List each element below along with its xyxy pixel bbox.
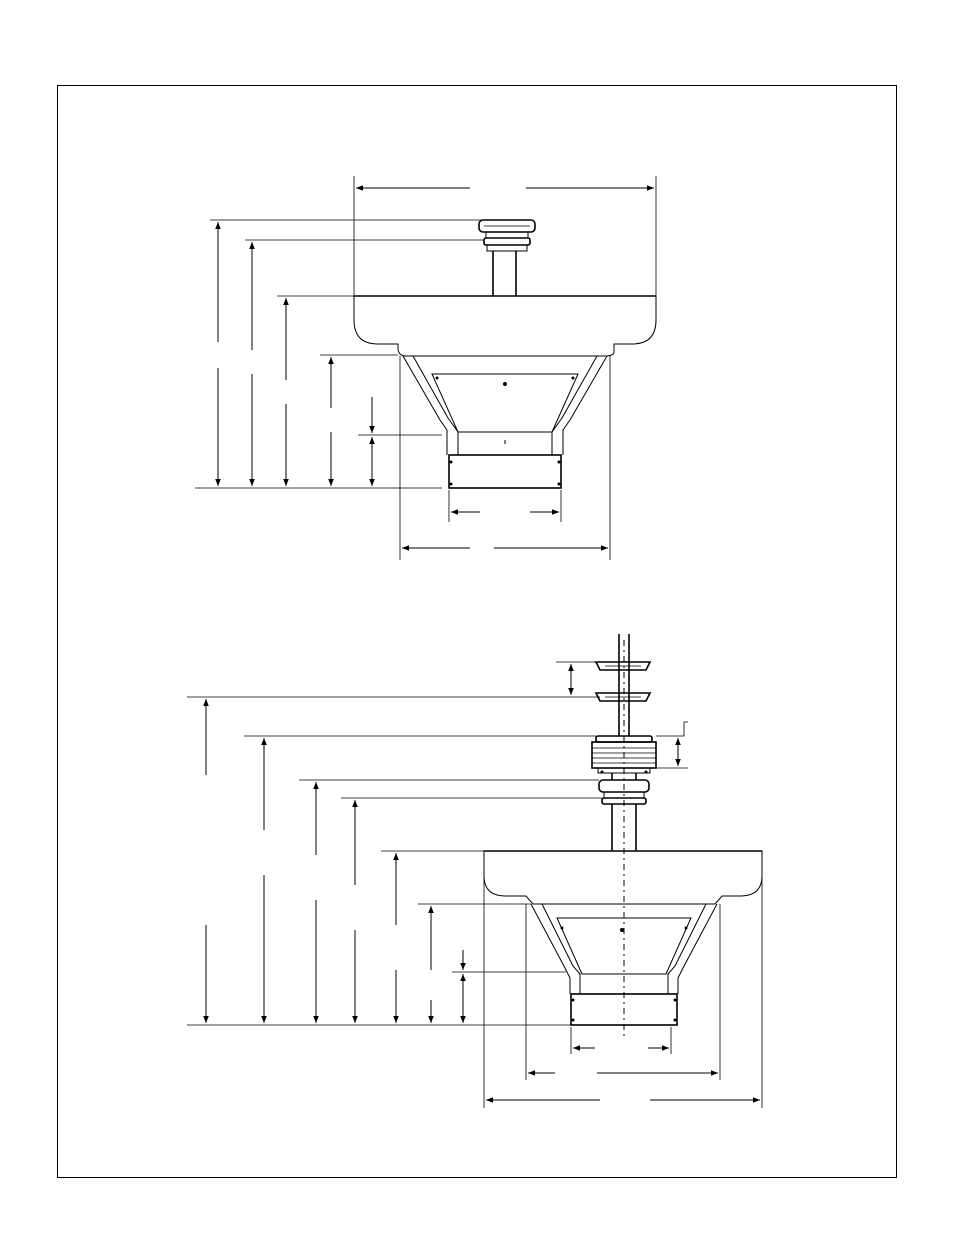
extension-lines-bottom [187, 662, 762, 1108]
basin-top [354, 296, 656, 356]
dimension-lines-top [218, 188, 654, 548]
basin-bottom [484, 851, 762, 904]
extension-lines-top [195, 176, 656, 560]
spray-head-top [479, 220, 535, 296]
figure-bottom [187, 634, 762, 1108]
figure-top [195, 176, 656, 560]
dimension-lines-bottom [206, 664, 760, 1100]
flange-lower [596, 693, 650, 701]
pedestal-top [403, 356, 607, 488]
flange-upper [596, 662, 650, 670]
spray-head-bottom [599, 780, 649, 851]
